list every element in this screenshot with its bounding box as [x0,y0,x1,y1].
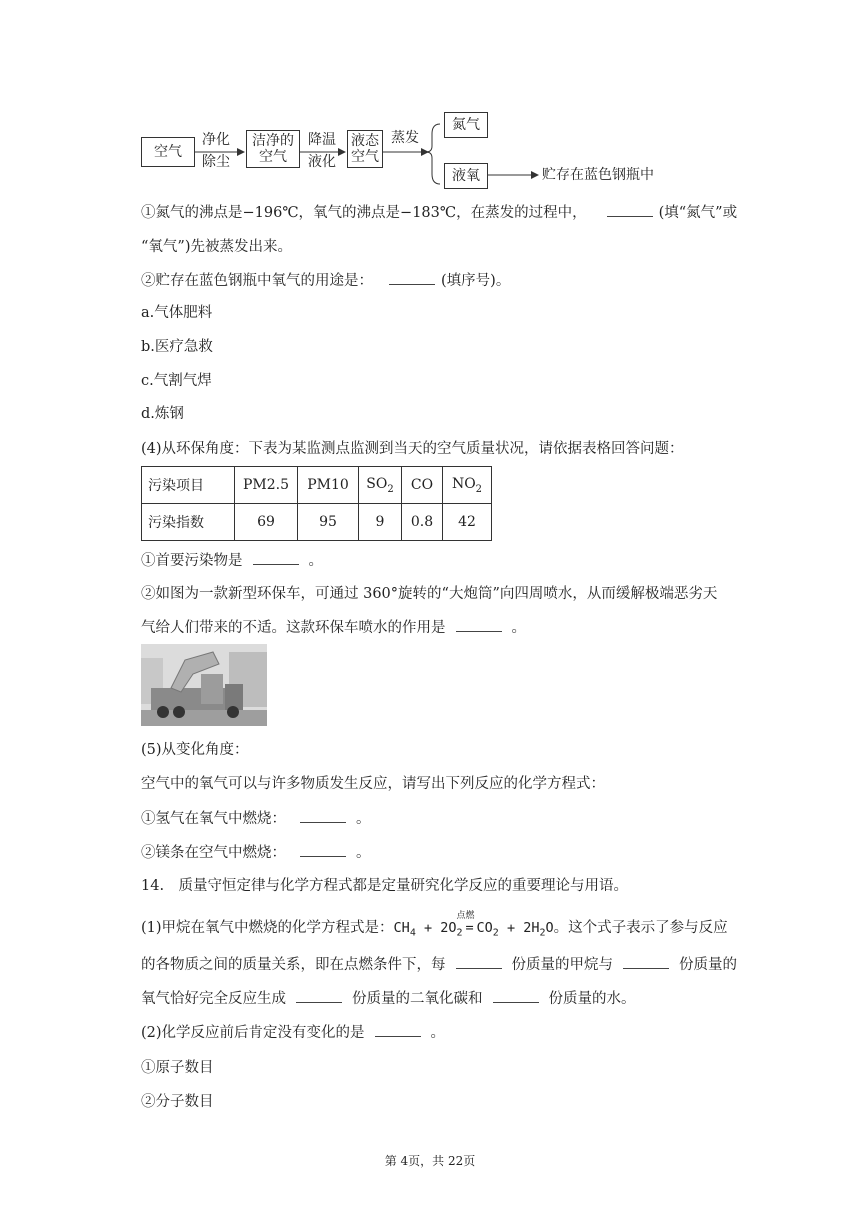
table-cell: PM2.5 [235,467,298,504]
q14-p4 [141,1022,445,1043]
eq-co: CO [476,920,493,936]
flow-text-liquid-air-1: 液态 [351,133,379,149]
q4-line-1-text: ①首要污染物是 [141,553,243,569]
so2-sub: 2 [387,483,394,495]
eq-sub-4: 4 [409,927,416,939]
answer-blank[interactable] [623,954,669,969]
table-cell: 69 [235,504,298,541]
flow-text-clean-air-1: 洁净的 [252,133,294,149]
flow-label-purify-top: 净化 [202,132,230,148]
table-row [142,504,492,541]
truck-illustration [141,644,267,726]
q14-p2 [141,954,737,975]
flow-text-clean-air-2: 空气 [259,149,287,165]
q14-p1-text: (1)甲烷在氧气中燃烧的化学方程式是： [141,920,394,936]
table-cell: 42 [443,504,492,541]
answer-blank[interactable] [296,988,342,1003]
flow-label-cool-top: 降温 [308,132,336,148]
q3-line-1-hint: (填“氮气”或 [658,205,738,221]
q3-option-c: c.气割气焊 [141,373,212,389]
eq-sub-2c: 2 [539,927,546,939]
table-cell: 95 [298,504,359,541]
flow-label-evaporate: 蒸发 [391,130,419,146]
q14-p3 [141,988,636,1009]
table-cell: PM10 [298,467,359,504]
flow-label-purify-bottom: 除尘 [202,154,230,170]
answer-blank[interactable] [253,550,299,565]
q5-line-1: 空气中的氧气可以与许多物质发生反应，请写出下列反应的化学方程式： [141,776,605,792]
flow-label-store: 贮存在蓝色钢瓶中 [542,167,654,183]
q14-p2-text-b: 份质量的甲烷与 [511,957,613,973]
q5-intro: (5)从变化角度： [141,742,249,758]
q3-line-1 [141,202,737,223]
q4-line-3-text: 气给人们带来的不适。这款环保车喷水的作用是 [141,620,446,636]
eq-ch: CH [393,920,410,936]
flow-text-liquid-oxygen: 液氧 [452,168,480,184]
q3-line-3-hint: (填序号)。 [441,273,511,289]
eq-sub-2a: 2 [456,927,463,939]
q14-p2-text-c: 份质量的 [679,957,737,973]
answer-blank[interactable] [493,988,539,1003]
q14-p3-text-a: 氧气恰好完全反应生成 [141,991,286,1007]
answer-blank[interactable] [607,202,653,217]
q3-line-3 [141,270,510,291]
table-cell: 0.8 [402,504,443,541]
q5-line-3-text: ②镁条在空气中燃烧： [141,845,286,861]
no2-main: NO [451,475,476,492]
flow-brace [426,124,440,184]
q4-line-1-end: 。 [308,553,323,569]
table-cell [359,467,402,504]
q5-line-2-text: ①氢气在氧气中燃烧： [141,811,286,827]
answer-blank[interactable] [300,808,346,823]
eq-plus-o2: + 2O [415,920,457,936]
q14-p1-end: 。这个式子表示了参与反应 [553,920,728,936]
flow-text-nitrogen: 氮气 [452,117,480,133]
q14-p3-text-b: 份质量的二氧化碳和 [352,991,483,1007]
q5-line-3 [141,842,371,863]
table-cell: 污染指数 [142,504,235,541]
q14-title: 14. 质量守恒定律与化学方程式都是定量研究化学反应的重要理论与用语。 [141,878,629,894]
flow-arrows [140,108,560,194]
q14-p2-text-a: 的各物质之间的质量关系，即在点燃条件下，每 [141,957,446,973]
eq-o: O [545,920,554,936]
page-footer: 第 4页，共 22页 [384,1154,476,1168]
eq-arrow: 点燃 = [463,918,477,938]
eq-condition: 点燃 [456,911,475,921]
table-row [142,467,492,504]
q4-line-3-end: 。 [511,620,526,636]
q4-line-1 [141,550,323,571]
q14-option-1: ①原子数目 [141,1060,214,1076]
flow-text-air: 空气 [154,144,182,160]
q3-line-3-text: ②贮存在蓝色钢瓶中氧气的用途是： [141,273,373,289]
table-cell [443,467,492,504]
q3-option-b: b.医疗急救 [141,339,213,355]
flow-label-cool-bottom: 液化 [308,154,336,170]
answer-blank[interactable] [300,842,346,857]
q3-option-d: d.炼钢 [141,406,184,422]
q14-p3-text-c: 份质量的水。 [548,991,636,1007]
q14-option-2: ②分子数目 [141,1094,214,1110]
eq-plus-h2: + 2H [498,920,540,936]
q14-p1 [141,911,728,944]
q3-option-a: a.气体肥料 [141,305,213,321]
q4-intro: (4)从环保角度：下表为某监测点监测到当天的空气质量状况，请依据表格回答问题： [141,441,684,457]
answer-blank[interactable] [456,954,502,969]
pollution-table [141,466,492,541]
eq-sub-2b: 2 [492,927,499,939]
q14-p4-text: (2)化学反应前后肯定没有变化的是 [141,1025,365,1041]
q3-line-2: “氧气”)先被蒸发出来。 [141,239,292,255]
answer-blank[interactable] [456,617,502,632]
q5-line-2 [141,808,371,829]
no2-sub: 2 [475,483,483,495]
q5-line-2-end: 。 [356,811,371,827]
q3-line-1-text: ①氮气的沸点是−196℃，氧气的沸点是−183℃，在蒸发的过程中， [141,205,587,221]
q5-line-3-end: 。 [356,845,371,861]
table-cell: 污染项目 [142,467,235,504]
environmental-truck-image [141,644,267,726]
methane-equation [393,911,554,939]
flow-text-liquid-air-2: 空气 [351,149,379,165]
q4-line-3 [141,617,526,638]
table-cell: CO [402,467,443,504]
answer-blank[interactable] [389,270,435,285]
answer-blank[interactable] [375,1022,421,1037]
q14-p4-end: 。 [430,1025,446,1041]
so2-main: SO [366,475,388,492]
q4-line-2: ②如图为一款新型环保车，可通过 360°旋转的“大炮筒”向四周喷水，从而缓解极端恶劣天 [141,586,718,602]
table-cell: 9 [359,504,402,541]
